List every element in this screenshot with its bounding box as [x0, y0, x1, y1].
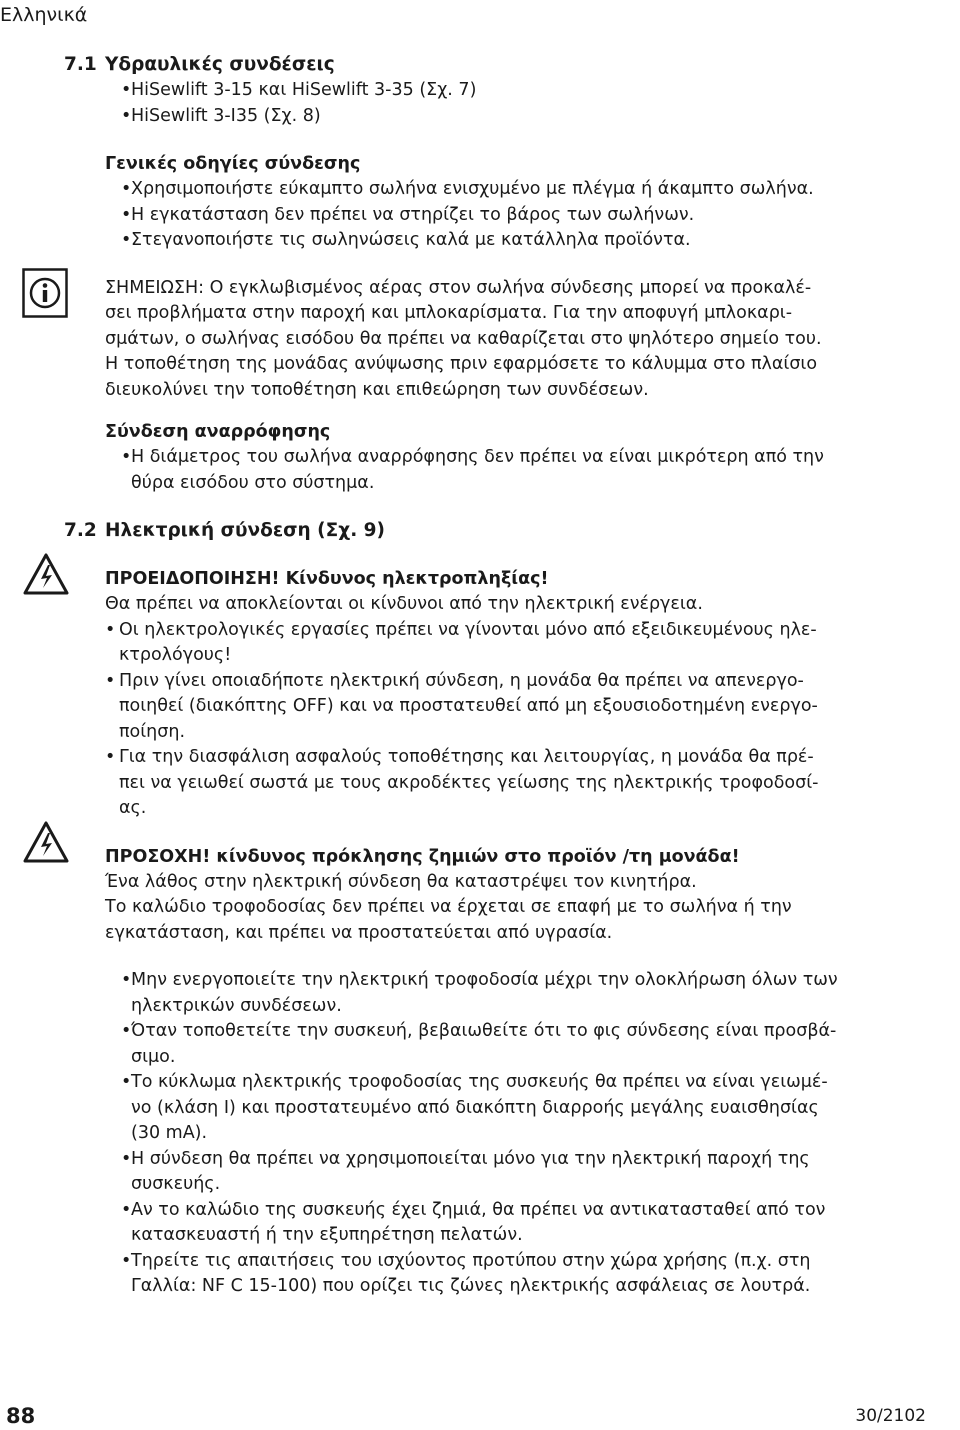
- info-icon: [22, 268, 68, 318]
- document-code: 30/2102: [855, 1406, 926, 1426]
- section-title: Υδραυλικές συνδέσεις: [105, 54, 335, 75]
- list-item: • HiSewlift 3-15 και HiSewlift 3-35 (Σχ. 7): [121, 80, 477, 100]
- list-item: • Η σύνδεση θα πρέπει να χρησιμοποιείται μόνο για την ηλεκτρική παροχή της συσκευής.: [121, 1148, 810, 1194]
- list-item: • Τηρείτε τις απαιτήσεις του ισχύοντος προτύπου στην χώρα χρήσης (π.χ. στη Γαλλία: NF C 15-100) που ορίζει τις ζώνες ηλεκτρικής ασφάλειας σε λουτρά.: [121, 1250, 811, 1296]
- electric-hazard-icon: [22, 552, 70, 596]
- list-item: • Για την διασφάλιση ασφαλούς τοποθέτησης και λειτουργίας, η μονάδα θα πρέ- πει να γειωθεί σωστά με τους ακροδέκτες γείωσης της ηλεκτρικής τροφοδοσί- ας.: [105, 747, 819, 818]
- list-item: • Πριν γίνει οποιαδήποτε ηλεκτρική σύνδεση, η μονάδα θα πρέπει να απενεργο- ποιηθεί (διακόπτης OFF) και να προστατευθεί από μη εξουσιοδοτημένη ενεργο- ποίηση.: [105, 670, 818, 742]
- note-block: ΣΗΜΕΙΩΣΗ: Ο εγκλωβισμένος αέρας στον σωλήνα σύνδεσης μπορεί να προκαλέ- σει προβλήματα στην παροχή και μπλοκαρίσματα. Για την αποφυγή μπλοκαρι- σμάτων, ο σωλήνας εισόδου θα πρέπει να καθαρίζεται στο ψηλότερο σημείο του. Η τοποθέτηση της μονάδας ανύψωσης πριν εφαρμόσετε το κάλυμμα στο πλαίσιο διευκολύνει την τοποθέτηση και επιθεώρηση των συνδέσεων.: [105, 277, 822, 400]
- electric-hazard-icon: [22, 820, 70, 864]
- section-heading-7-2: [64, 518, 894, 544]
- general-instructions-list: [105, 177, 894, 254]
- list-item: • Αν το καλώδιο της συσκευής έχει ζημιά, θα πρέπει να αντικατασταθεί από τον κατασκευαστή ή την εξυπηρέτηση πελατών.: [121, 1199, 826, 1245]
- warning-heading: ΠΡΟΕΙΔΟΠΟΙΗΣΗ! Κίνδυνος ηλεκτροπληξίας!: [105, 569, 549, 589]
- list-item: • Χρησιμοποιήστε εύκαμπτο σωλήνα ενισχυμένο με πλέγμα ή άκαμπτο σωλήνα.: [121, 179, 814, 199]
- electrical-requirements-list: [105, 968, 894, 1300]
- list-item: • Η εγκατάσταση δεν πρέπει να στηρίζει το βάρος των σωλήνων.: [121, 204, 695, 225]
- caution-block: Ένα λάθος στην ηλεκτρική σύνδεση θα καταστρέψει τον κινητήρα. Το καλώδιο τροφοδοσίας δεν πρέπει να έρχεται σε επαφή με το σωλήνα ή την εγκατάσταση, και πρέπει να προστατεύεται από υγρασία.: [105, 871, 792, 943]
- section-heading-7-1: [64, 52, 894, 78]
- list-item: • Το κύκλωμα ηλεκτρικής τροφοδοσίας της συσκευής θα πρέπει να είναι γειωμέ- νο (κλάση I) και προστατευμένο από διακόπτη διαρροής μεγάλης ευαισθησίας (30 mA).: [121, 1072, 828, 1143]
- warning-intro: Θα πρέπει να αποκλείονται οι κίνδυνοι από την ηλεκτρική ενέργεια.: [105, 594, 703, 614]
- list-item: • Στεγανοποιήστε τις σωληνώσεις καλά με κατάλληλα προϊόντα.: [121, 230, 691, 250]
- section-title: Ηλεκτρική σύνδεση (Σχ. 9): [105, 520, 385, 541]
- general-instructions-heading: Γενικές οδηγίες σύνδεσης: [105, 154, 361, 174]
- model-list: [105, 78, 894, 129]
- caution-heading: ΠΡΟΣΟΧΗ! κίνδυνος πρόκλησης ζημιών στο προϊόν /τη μονάδα!: [105, 846, 740, 867]
- language-label: Ελληνικά: [0, 4, 88, 26]
- suction-list: [105, 445, 894, 496]
- suction-connection-heading: Σύνδεση αναρρόφησης: [105, 422, 331, 442]
- section-number: 7.1: [64, 54, 97, 75]
- list-item: • Όταν τοποθετείτε την συσκευή, βεβαιωθείτε ότι το φις σύνδεσης είναι προσβά- σιμο.: [121, 1021, 837, 1067]
- section-number: 7.2: [64, 520, 97, 541]
- list-item: • Οι ηλεκτρολογικές εργασίες πρέπει να γίνονται μόνο από εξειδικευμένους ηλε- κτρολόγους!: [105, 619, 817, 665]
- page-content: [64, 52, 894, 1300]
- list-item: • HiSewlift 3-I35 (Σχ. 8): [121, 105, 321, 126]
- list-item: • Η διάμετρος του σωλήνα αναρρόφησης δεν πρέπει να είναι μικρότερη από την θύρα εισόδου στο σύστημα.: [121, 447, 824, 493]
- warning-list: [105, 618, 894, 822]
- page-number: 88: [6, 1404, 36, 1428]
- list-item: • Μην ενεργοποιείτε την ηλεκτρική τροφοδοσία μέχρι την ολοκλήρωση όλων των ηλεκτρικών συνδέσεων.: [121, 970, 838, 1016]
